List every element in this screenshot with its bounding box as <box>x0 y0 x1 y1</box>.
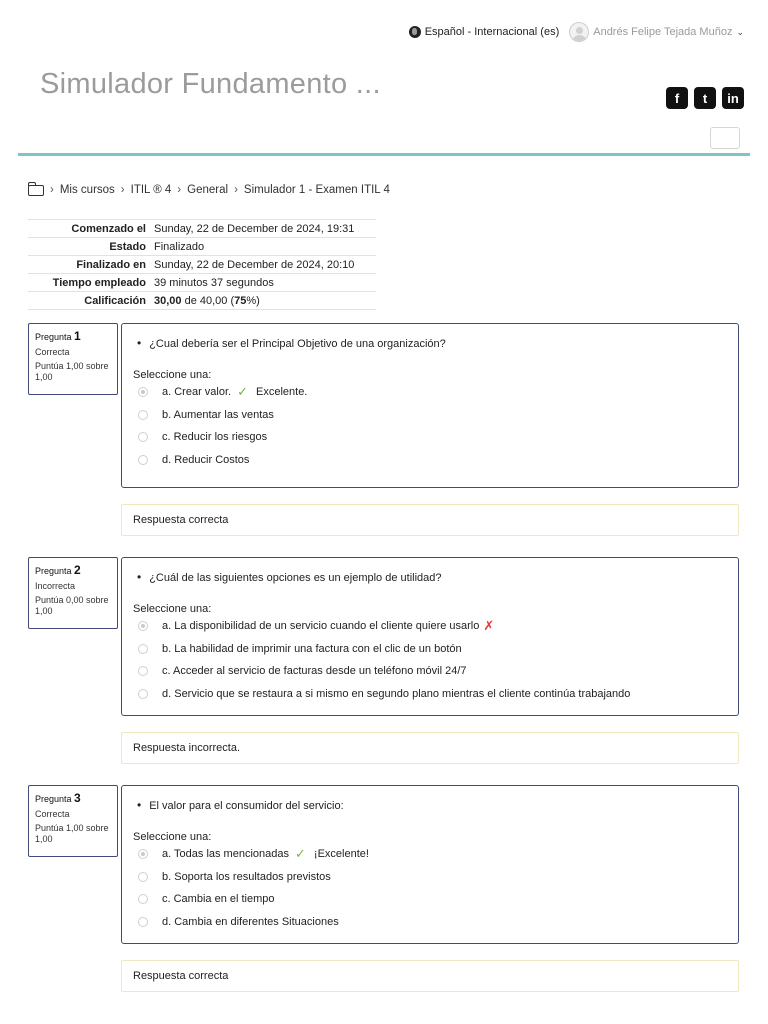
radio-button[interactable] <box>138 432 148 442</box>
grade-percent: 75 <box>234 294 247 307</box>
question-state: Incorrecta <box>35 581 76 591</box>
answer-option[interactable]: c. Reducir los riesgos <box>133 426 728 449</box>
cross-icon: ✗ <box>483 618 495 634</box>
table-row <box>28 274 376 292</box>
question-state: Correcta <box>35 809 70 819</box>
breadcrumb-course[interactable]: ITIL ® 4 <box>130 184 172 196</box>
summary-label: Tiempo empleado <box>28 274 150 292</box>
breadcrumb-quiz[interactable]: Simulador 1 - Examen ITIL 4 <box>243 184 390 196</box>
summary-label: Finalizado en <box>28 256 150 274</box>
answer-option[interactable]: d. Cambia en diferentes Situaciones <box>133 911 728 934</box>
question-1-feedback: Respuesta correcta <box>121 504 739 536</box>
question-number: Pregunta 3 <box>35 791 81 805</box>
answer-option[interactable]: a. Todas las mencionadas ✓ ¡Excelente! <box>133 843 728 866</box>
question-grade: Puntúa 0,00 sobre 1,00 <box>35 595 109 616</box>
question-2-feedback: Respuesta incorrecta. <box>121 732 739 764</box>
radio-button[interactable] <box>138 689 148 699</box>
question-text: • ¿Cuál de las siguientes opciones es un ejemplo de utilidad? <box>137 570 442 584</box>
answer-option[interactable]: b. Aumentar las ventas <box>133 404 728 427</box>
question-number: Pregunta 2 <box>35 563 81 577</box>
answer-option[interactable]: c. Cambia en el tiempo <box>133 888 728 911</box>
globe-icon <box>409 26 421 38</box>
navbar-toggle-button[interactable] <box>710 127 740 149</box>
answer-option[interactable]: c. Acceder al servicio de facturas desde un teléfono móvil 24/7 <box>133 660 728 683</box>
question-3-content <box>121 785 739 944</box>
radio-button[interactable] <box>138 666 148 676</box>
grade-end: %) <box>246 294 260 307</box>
chevron-right-icon: › <box>120 184 125 196</box>
summary-value: Sunday, 22 de December de 2024, 20:10 <box>150 256 376 274</box>
check-icon: ✓ <box>237 384 248 400</box>
question-prompt: Seleccione una: <box>133 831 212 843</box>
radio-button[interactable] <box>138 849 148 859</box>
summary-value: Sunday, 22 de December de 2024, 19:31 <box>150 220 376 238</box>
table-row <box>28 292 376 310</box>
radio-button[interactable] <box>138 894 148 904</box>
answer-option[interactable]: d. Servicio que se restaura a si mismo en segundo plano mientras el cliente continúa trabajando <box>133 683 728 706</box>
question-number: Pregunta 1 <box>35 329 81 343</box>
question-text: • ¿Cual debería ser el Principal Objetivo de una organización? <box>137 336 446 350</box>
summary-grade-value <box>150 292 376 310</box>
table-row <box>28 220 376 238</box>
question-1-content <box>121 323 739 488</box>
answer-option[interactable]: b. La habilidad de imprimir una factura con el clic de un botón <box>133 638 728 661</box>
check-icon: ✓ <box>295 846 306 862</box>
summary-label: Comenzado el <box>28 220 150 238</box>
summary-value: Finalizado <box>150 238 376 256</box>
social-links <box>666 87 744 109</box>
chevron-right-icon: › <box>177 184 182 196</box>
user-name: Andrés Felipe Tejada Muñoz <box>593 26 733 38</box>
question-prompt: Seleccione una: <box>133 369 212 381</box>
answer-option[interactable]: a. Crear valor. ✓ Excelente. <box>133 381 728 404</box>
table-row <box>28 256 376 274</box>
attempt-summary-table <box>28 219 376 310</box>
question-prompt: Seleccione una: <box>133 603 212 615</box>
question-3-feedback: Respuesta correcta <box>121 960 739 992</box>
question-3-info <box>28 785 118 857</box>
radio-button[interactable] <box>138 917 148 927</box>
radio-button[interactable] <box>138 410 148 420</box>
question-grade: Puntúa 1,00 sobre 1,00 <box>35 823 109 844</box>
breadcrumb-section[interactable]: General <box>187 184 229 196</box>
question-2-info <box>28 557 118 629</box>
site-title[interactable]: Simulador Fundamento ... <box>40 68 381 100</box>
question-state: Correcta <box>35 347 70 357</box>
grade-of: de 40,00 ( <box>181 294 235 307</box>
grade-score: 30,00 <box>154 294 182 307</box>
answer-option[interactable]: b. Soporta los resultados previstos <box>133 866 728 889</box>
option-feedback: ¡Excelente! <box>313 848 369 861</box>
answer-option[interactable]: d. Reducir Costos <box>133 449 728 472</box>
language-menu[interactable] <box>409 26 560 38</box>
chevron-right-icon: › <box>234 184 238 196</box>
summary-value: 39 minutos 37 segundos <box>150 274 376 292</box>
radio-button[interactable] <box>138 644 148 654</box>
header-divider <box>18 153 750 156</box>
question-grade: Puntúa 1,00 sobre 1,00 <box>35 361 109 382</box>
breadcrumb-mis-cursos[interactable]: Mis cursos <box>59 184 115 196</box>
radio-button[interactable] <box>138 455 148 465</box>
chevron-down-icon: ⌄ <box>736 26 744 37</box>
folder-icon <box>28 185 44 196</box>
language-label: Español - Internacional (es) <box>424 26 560 38</box>
question-2-content <box>121 557 739 716</box>
summary-label: Calificación <box>28 292 150 310</box>
chevron-right-icon: › <box>50 184 54 196</box>
facebook-icon[interactable]: f <box>666 87 688 109</box>
answer-option[interactable]: a. La disponibilidad de un servicio cuando el cliente quiere usarlo ✗ <box>133 615 728 638</box>
user-menu[interactable] <box>569 22 744 42</box>
option-feedback: Excelente. <box>256 386 308 399</box>
summary-label: Estado <box>28 238 150 256</box>
breadcrumb <box>28 184 390 196</box>
radio-button[interactable] <box>138 387 148 397</box>
table-row <box>28 238 376 256</box>
question-1-info <box>28 323 118 395</box>
radio-button[interactable] <box>138 872 148 882</box>
twitter-icon[interactable]: t <box>694 87 716 109</box>
avatar <box>569 22 589 42</box>
radio-button[interactable] <box>138 621 148 631</box>
question-text: • El valor para el consumidor del servicio: <box>137 798 344 812</box>
linkedin-icon[interactable]: in <box>722 87 744 109</box>
top-bar <box>409 22 744 42</box>
